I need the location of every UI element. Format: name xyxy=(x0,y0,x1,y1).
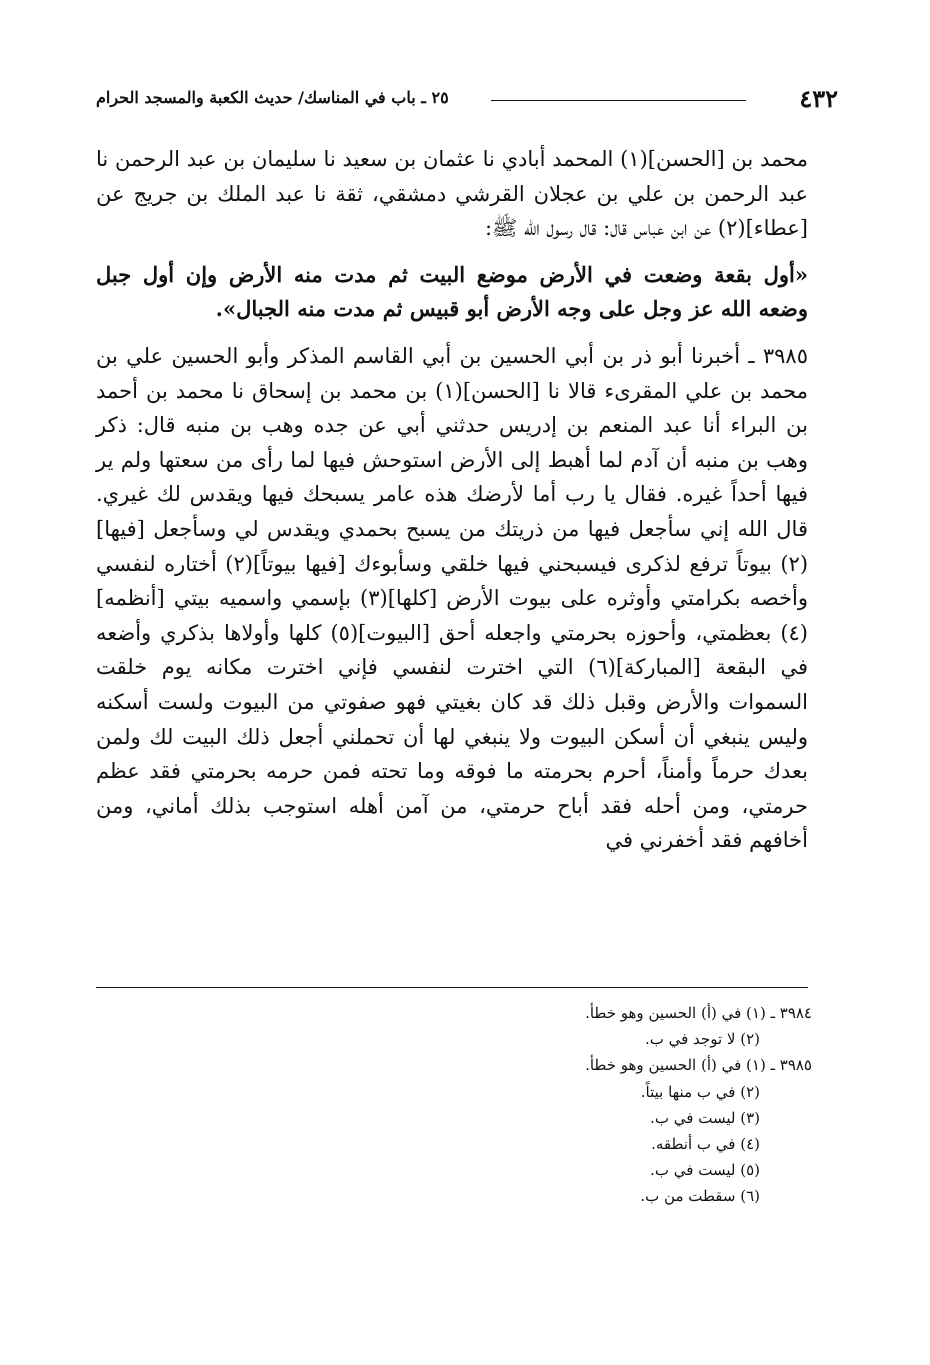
footnote-3985-3: (٣) ليست في ب. xyxy=(650,1108,760,1127)
footnote-3984-2: (٢) لا توجد في ب. xyxy=(644,1030,760,1049)
paragraph-hadith-3985: ٣٩٨٥ ـ أخبرنا أبو ذر بن أبي الحسين بن أبي القاسم المذكر وأبو الحسين علي بن محمد بن علي المقرىء قالا نا [الحسن](١) بن محمد بن إسحاق نا محمد بن أحمد بن البراء أنا عبد المنعم بن إدريس حدثني أبي عن جده وهب بن منبه قال: ذكر وهب بن منبه أن آدم لما أهبط إلى الأرض استوحش فيها لما رأى من سعتها ولم ير فيها أحداً غيره. فقال يا رب أما لأرضك هذه عامر يسبحك فيها ويقدس لك غيري. قال الله إني سأجعل فيها من ذريتك من يسبح بحمدي ويقدس لي وسأجعل [فيها](٢) بيوتاً ترفع لذكرى فيسبحني فيها خلقي وسأبوءك [فيها بيوتاً](٢) أختاره لنفسي وأخصه بكرامتي وأوثره على بيوت الأرض [كلها](٣) بإسمي واسميه بيتي [أنظمه](٤) بعظمتي، وأحوزه بحرمتي واجعله أحق [البيوت](٥) كلها وأولاها بذكري وأضعه في البقعة [المباركة](٦) التي اخترت لنفسي فإني اخترت مكانه يوم خلقت السموات والأرض وقبل ذلك قد كان بغيتي فهو صفوتي من البيوت ولست أسكنه وليس ينبغي أن أسكن البيوت ولا ينبغي لها أن تحملني أجعل ذلك البيت لك ولمن بعدك حرماً وأمناً، أحرم بحرمته ما فوقه وما تحته فمن حرمه بحرمتي فقد عظم حرمتي، ومن أحله فقد أباح حرمتي، من آمن أهله استوجب بذلك أماني، ومن أخافهم فقد أخفرني في xyxy=(96,343,809,853)
paragraph-isnad-3984: محمد بن [الحسن](١) المحمد أبادي نا عثمان بن سعيد نا سليمان بن عبد الرحمن نا عبد الرحمن بن علي بن عجلان القرشي دمشقي، ثقة نا عبد الملك بن جريج عن [عطاء](٢) عن ابن عباس قال: قال رسول الله ﷺ: xyxy=(96,147,808,241)
footnote-3985-4: (٤) في ب أنطقه. xyxy=(651,1134,760,1153)
footnote-3984-1: ٣٩٨٤ ـ (١) في (أ) الحسين وهو خطأ. xyxy=(585,1004,812,1022)
footnote-3985-2: (٢) في ب منها بيتاً. xyxy=(640,1082,760,1101)
footnote-3985-5: (٥) ليست في ب. xyxy=(650,1161,760,1180)
page-number: ٤٣٢ xyxy=(799,84,838,113)
page-header xyxy=(96,84,838,116)
main-text xyxy=(96,142,808,858)
paragraph-hadith-quote: «أول بقعة وضعت في الأرض موضع البيت ثم مدت منه الأرض وإن أول جبل وضعه الله عز وجل على وجه الأرض أبو قبيس ثم مدت منه الجبال». xyxy=(96,261,808,322)
footnote-separator xyxy=(96,987,808,988)
header-rule xyxy=(491,100,746,101)
footnote-3985-1: ٣٩٨٥ ـ (١) في (أ) الحسين وهو خطأ. xyxy=(585,1056,812,1075)
footnotes xyxy=(96,1000,812,1210)
running-title: ٢٥ ـ باب في المناسك/ حديث الكعبة والمسجد الحرام xyxy=(96,88,449,107)
footnote-3985-6: (٦) سقطت من ب. xyxy=(640,1187,760,1206)
